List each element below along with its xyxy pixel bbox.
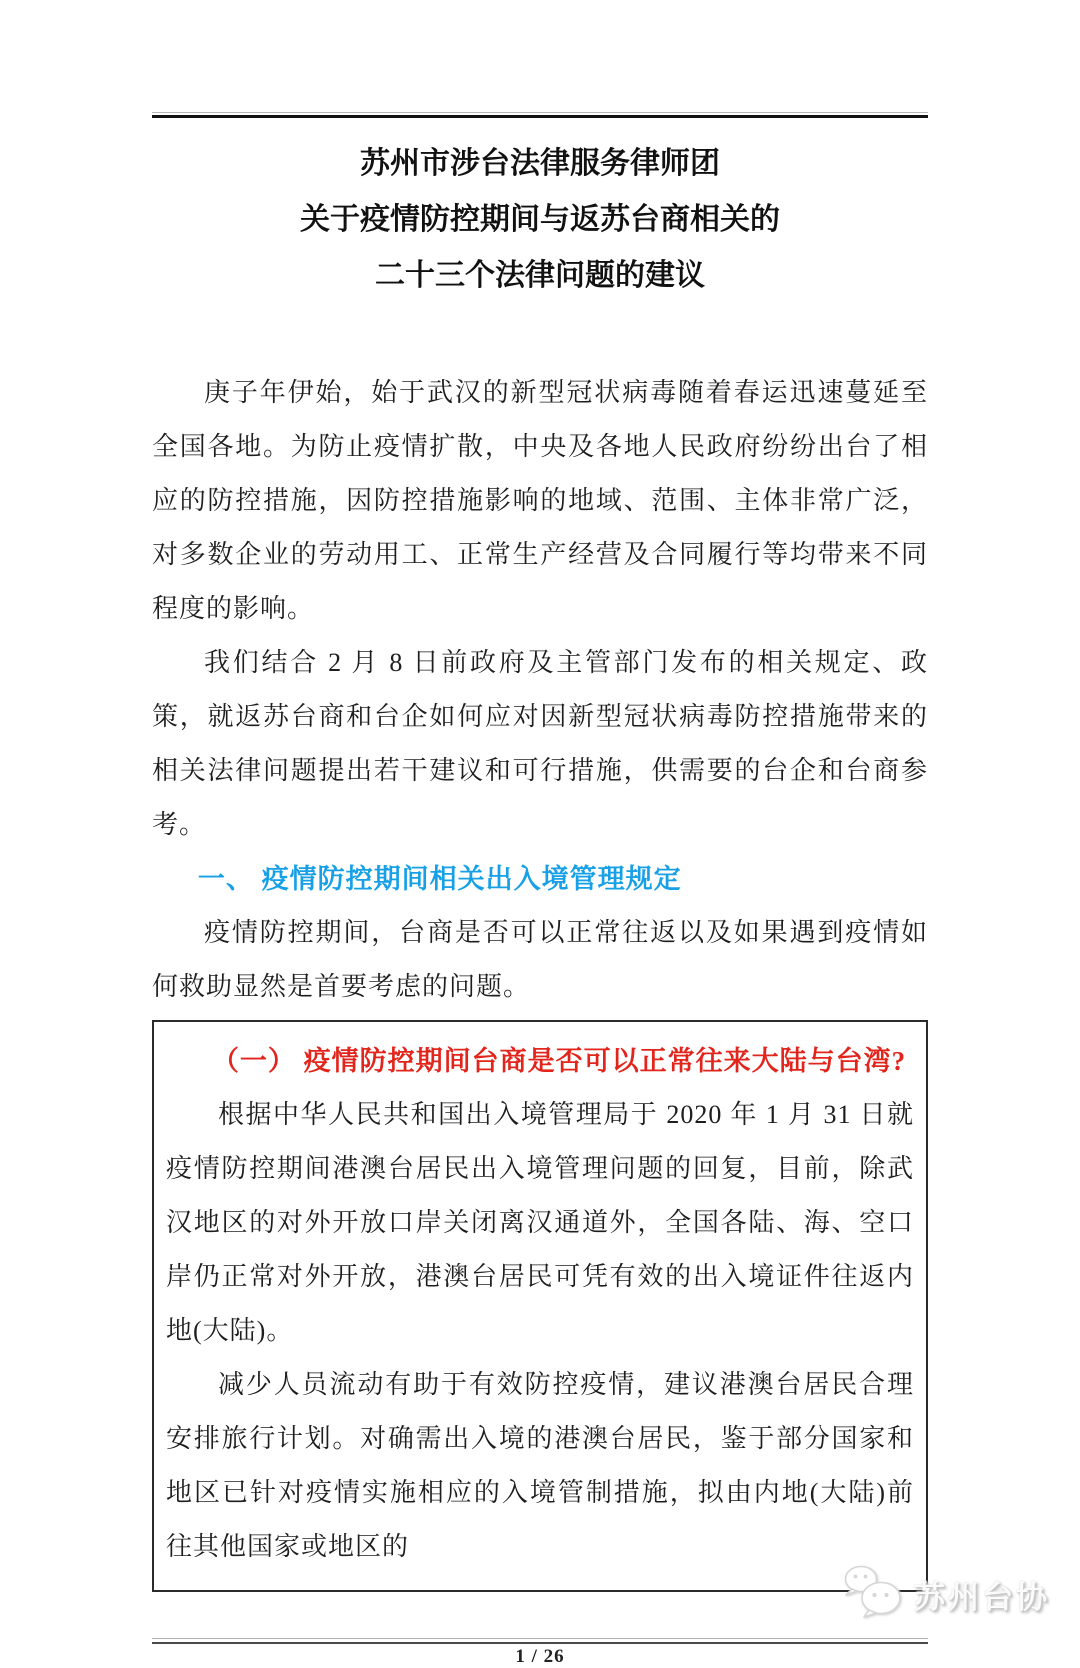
section1-lead-paragraph: 疫情防控期间，台商是否可以正常往返以及如果遇到疫情如何救助显然是首要考虑的问题。 bbox=[152, 918, 928, 1001]
watermark bbox=[840, 1564, 1050, 1625]
box-paragraph-1: 根据中华人民共和国出入境管理局于 2020 年 1 月 31 日就疫情防控期间港澳台居民出入境管理问题的回复，目前，除武汉地区的对外开放口岸关闭离汉通道外，全国各陆、海、空口岸仍正常对外开放，港澳台居民可凭有效的出入境证件往返内地(大陆)。 bbox=[166, 1100, 914, 1345]
box-heading: （一） 疫情防控期间台商是否可以正常往来大陆与台湾? bbox=[211, 1046, 907, 1076]
document-page bbox=[0, 112, 1080, 1667]
title-line-2: 关于疫情防控期间与返苏台商相关的 bbox=[300, 203, 780, 236]
intro-paragraph-1: 庚子年伊始，始于武汉的新型冠状病毒随着春运迅速蔓延至全国各地。为防止疫情扩散，中央及各地人民政府纷纷出台了相应的防控措施，因防控措施影响的地域、范围、主体非常广泛，对多数企业的劳动用工、正常生产经营及合同履行等均带来不同程度的影响。 bbox=[152, 378, 928, 623]
watermark-label: 苏州台协 bbox=[914, 1580, 1050, 1615]
intro-paragraph-2: 我们结合 2 月 8 日前政府及主管部门发布的相关规定、政策，就返苏台商和台企如何应对因新型冠状病毒防控措施带来的相关法律问题提出若干建议和可行措施，供需要的台企和台商参考。 bbox=[152, 648, 928, 839]
wechat-icon bbox=[840, 1564, 904, 1625]
page-number: 1 / 26 bbox=[515, 1646, 565, 1667]
document-title bbox=[152, 136, 928, 304]
title-line-1: 苏州市涉台法律服务律师团 bbox=[360, 147, 720, 180]
section1-question-box bbox=[152, 1020, 928, 1592]
footer-rule bbox=[152, 1638, 928, 1644]
box-paragraph-2: 减少人员流动有助于有效防控疫情，建议港澳台居民合理安排旅行计划。对确需出入境的港澳台居民，鉴于部分国家和地区已针对疫情实施相应的入境管制措施，拟由内地(大陆)前往其他国家或地区的 bbox=[166, 1370, 914, 1561]
title-line-3: 二十三个法律问题的建议 bbox=[375, 259, 705, 292]
section1-heading: 一、 疫情防控期间相关出入境管理规定 bbox=[197, 864, 682, 894]
document-content bbox=[152, 112, 928, 1668]
header-rule bbox=[152, 112, 928, 118]
